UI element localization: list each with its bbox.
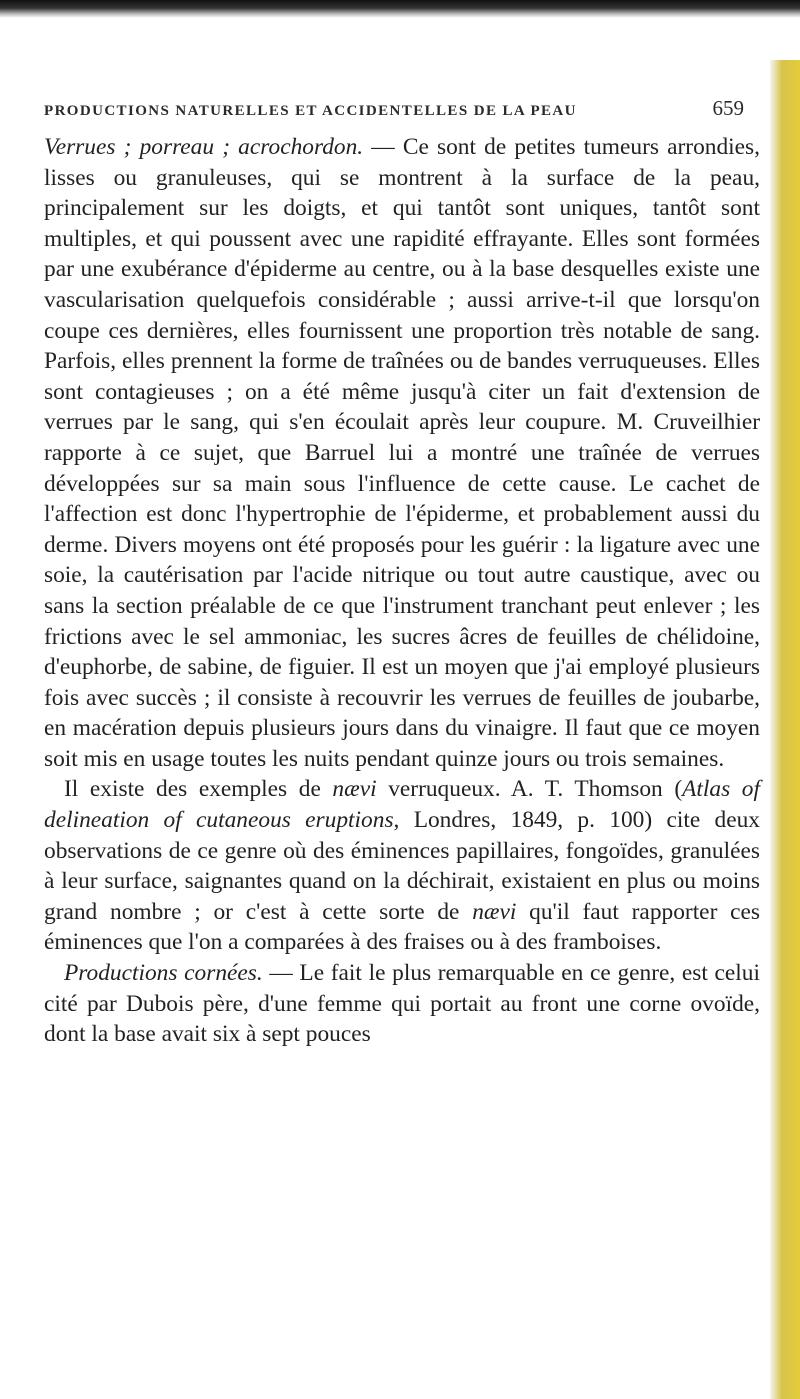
book-page bbox=[44, 96, 760, 1050]
section-title-verrues: Verrues ; porreau ; acrochordon. bbox=[44, 134, 364, 160]
header-title: PRODUCTIONS NATURELLES ET ACCIDENTELLES DE LA PEAU bbox=[44, 103, 577, 119]
scan-right-edge bbox=[770, 60, 800, 1399]
page-number: 659 bbox=[712, 96, 744, 120]
paragraph-text: — Ce sont de petites tumeurs arrondies, lisses ou granuleuses, qui se montrent à la surface de la peau, principalement sur les doigts, et qui tantôt sont uniques, tantôt sont multiples, et qui poussent avec une rapidité effrayante. Elles sont formées par une exubérance d'épiderme au centre, ou à la base desquelles existe une vascularisation quelquefois considérable ; aussi arrive-t-il que lorsqu'on coupe ces dernières, elles fournissent une proportion très notable de sang. Parfois, elles prennent la forme de traînées ou de bandes verruqueuses. Elles sont contagieuses ; on a été même jusqu'à citer un fait d'extension de verrues par le sang, qui s'en écoulait après leur coupure. M. Cruveilhier rapporte à ce sujet, que Barruel lui a montré une traînée de verrues développées sur sa main sous l'influence de cette cause. Le cachet de l'affection est donc l'hypertrophie de l'épiderme, et probablement aussi du derme. Divers moyens ont été proposés pour les guérir : la ligature avec une soie, la cautérisation par l'acide nitrique ou tout autre caustique, avec ou sans la section préalable de ce que l'instrument tranchant peut enlever ; les frictions avec le sel ammoniac, les sucres âcres de feuilles de chélidoine, d'euphorbe, de sabine, de figuier. Il est un moyen que j'ai employé plusieurs fois avec succès ; il consiste à recouvrir les verrues de feuilles de joubarbe, en macération depuis plusieurs jours dans du vinaigre. Il faut que ce moyen soit mis en usage toutes les nuits pendant quinze jours ou trois semaines. bbox=[44, 134, 760, 772]
running-head bbox=[44, 96, 760, 130]
text-fragment: , Londres, 1849, p. 100) cite deux observations de ce genre où des éminences papillaires, fongoïdes, granulées à leur surface, saignantes quand on la déchirait, existaient en plus ou moins grand nombre ; or c'est à cette sorte de bbox=[44, 807, 760, 925]
paragraph-text: — Le fait le plus remarquable en ce genre, est celui cité par Dubois père, d'une femme qui portait au front une corne ovoïde, dont la base avait six à sept pouces bbox=[44, 960, 760, 1048]
paragraph-verrues bbox=[44, 132, 760, 774]
paragraph-naevi bbox=[44, 774, 760, 958]
section-title-productions-cornees: Productions cornées. bbox=[64, 960, 263, 987]
text-fragment: Il existe des exemples de bbox=[64, 776, 333, 803]
italic-term: nævi bbox=[472, 898, 517, 925]
body-text bbox=[44, 132, 760, 1050]
paragraph-productions-cornees bbox=[44, 958, 760, 1050]
text-fragment: verruqueux. A. T. Thomson ( bbox=[376, 776, 683, 803]
citation-title: Atlas of delineation of cutaneous eruptions bbox=[44, 776, 760, 834]
text-fragment: qu'il faut rapporter ces éminences que l'on a comparées à des fraises ou à des framboises. bbox=[44, 898, 760, 956]
italic-term: nævi bbox=[332, 776, 377, 803]
scan-top-edge bbox=[0, 0, 800, 18]
